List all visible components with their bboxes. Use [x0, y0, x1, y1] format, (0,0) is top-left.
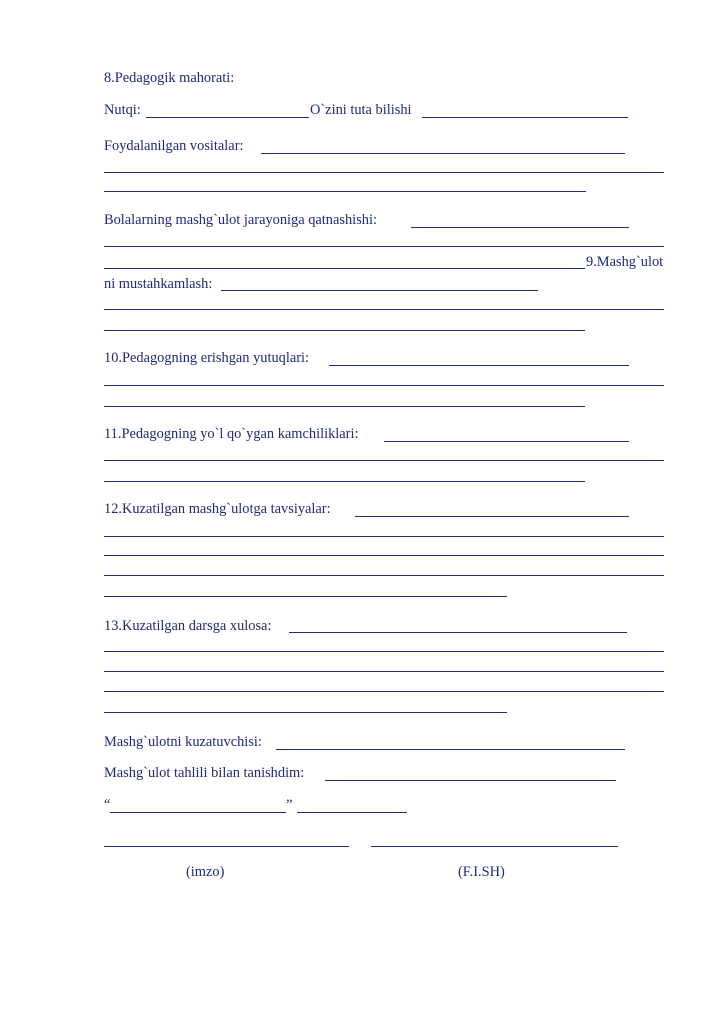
imzo-label: (imzo) — [186, 864, 225, 880]
kuzatuvchi-field[interactable] — [276, 749, 625, 750]
ozini-tuta-label: O`zini tuta bilishi — [310, 102, 412, 118]
tavsiyalar-line-2[interactable] — [104, 536, 664, 537]
section-8-heading: 8.Pedagogik mahorati: — [104, 70, 235, 86]
nutqi-field[interactable] — [146, 117, 309, 118]
bolalar-line-3[interactable] — [104, 268, 585, 269]
section-12-label: 12.Kuzatilgan mashg`ulotga tavsiyalar: — [104, 501, 331, 517]
signature-field[interactable] — [104, 846, 349, 847]
xulosa-line-4[interactable] — [104, 691, 664, 692]
section-13-label: 13.Kuzatilgan darsga xulosa: — [104, 618, 272, 634]
kamchiliklar-line-2[interactable] — [104, 460, 664, 461]
vositalar-field[interactable] — [261, 153, 625, 154]
kuzatuvchi-label: Mashg`ulotni kuzatuvchisi: — [104, 734, 262, 750]
section-11-label: 11.Pedagogning yo`l qo`ygan kamchiliklari: — [104, 426, 359, 442]
date-day-field[interactable] — [110, 812, 286, 813]
xulosa-field[interactable] — [289, 632, 627, 633]
vositalar-line-2[interactable] — [104, 172, 664, 173]
date-month-field[interactable] — [297, 812, 407, 813]
tavsiyalar-line-5[interactable] — [104, 596, 507, 597]
section-10-label: 10.Pedagogning erishgan yutuqlari: — [104, 350, 310, 366]
tanishdim-label: Mashg`ulot tahlili bilan tanishdim: — [104, 765, 305, 781]
kamchiliklar-line-3[interactable] — [104, 481, 585, 482]
vositalar-line-3[interactable] — [104, 191, 586, 192]
vositalar-label: Foydalanilgan vositalar: — [104, 138, 244, 154]
section-9-heading: 9.Mashg`ulot — [586, 254, 664, 270]
yutuqlar-field[interactable] — [329, 365, 629, 366]
nutqi-label: Nutqi: — [104, 102, 141, 118]
mustahkamlash-line-2[interactable] — [104, 309, 664, 310]
tavsiyalar-line-3[interactable] — [104, 555, 664, 556]
ozini-tuta-field[interactable] — [422, 117, 628, 118]
fish-label: (F.I.SH) — [458, 864, 505, 880]
date-open-quote: “ — [104, 797, 111, 813]
mustahkamlash-field[interactable] — [221, 290, 538, 291]
date-close-quote: ” — [286, 797, 293, 813]
bolalar-label: Bolalarning mashg`ulot jarayoniga qatnashishi: — [104, 212, 377, 228]
kamchiliklar-field[interactable] — [384, 441, 629, 442]
xulosa-line-3[interactable] — [104, 671, 664, 672]
tavsiyalar-line-4[interactable] — [104, 575, 664, 576]
yutuqlar-line-3[interactable] — [104, 406, 585, 407]
tanishdim-field[interactable] — [325, 780, 616, 781]
xulosa-line-5[interactable] — [104, 712, 507, 713]
tavsiyalar-field[interactable] — [355, 516, 629, 517]
xulosa-line-2[interactable] — [104, 651, 664, 652]
bolalar-line-2[interactable] — [104, 246, 664, 247]
bolalar-field[interactable] — [411, 227, 629, 228]
yutuqlar-line-2[interactable] — [104, 385, 664, 386]
fish-field[interactable] — [371, 846, 618, 847]
mustahkamlash-line-3[interactable] — [104, 330, 585, 331]
section-9-label: ni mustahkamlash: — [104, 276, 213, 292]
